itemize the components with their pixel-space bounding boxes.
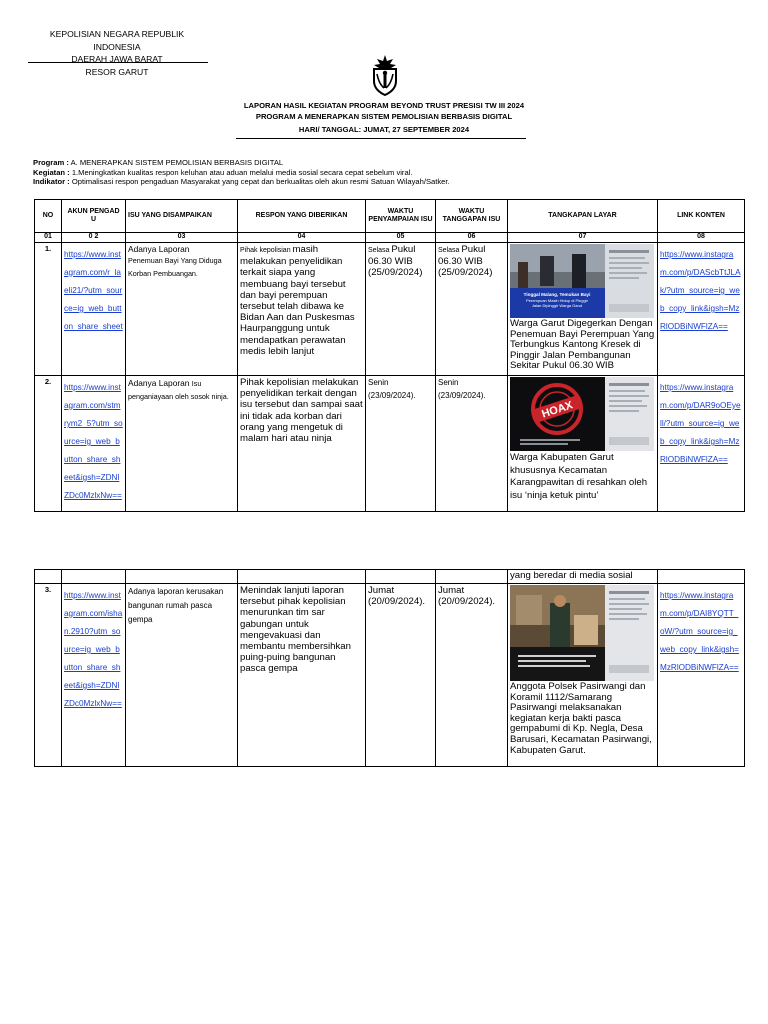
table-row-continuation (35, 570, 745, 584)
row-number: 1. (35, 243, 62, 376)
org-underline (28, 62, 208, 63)
org-line-3: RESOR GARUT (85, 66, 149, 77)
account-link[interactable]: https://www.instagram.com/stmrym2_5?utm_source=ig_web_button_share_sheet&igsh=ZDNlZDc0MzlxNw== (64, 383, 123, 500)
report-table (34, 199, 745, 512)
screenshot-caption: Warga Kabupaten Garut khususnya Kecamatan Karangpawitan di resahkan oleh isu ‘ninja ketuk pintu’ (510, 452, 648, 501)
table-row (35, 376, 745, 512)
time-responded: Senin (23/09/2024). (436, 376, 508, 512)
header-waktu-tanggapan: WAKTU TANGGAPAN ISU (436, 200, 508, 233)
content-link[interactable]: https://www.instagram.com/p/DAI8YQTT_oW/?utm_source=ig_web_copy_link&igsh=MzRlODBiNWFlZA== (660, 591, 739, 672)
response-cell: Menindak lanjuti laporan tersebut pihak kepolisian menurunkan tim sar gabungan untuk mengevakuasi dan membantu membersihkan puing-puing bangunan pasca gempa (238, 584, 366, 767)
table-row (35, 243, 745, 376)
org-line-2: DAERAH JAWA BARAT (71, 54, 163, 64)
content-link[interactable]: https://www.instagram.com/p/DAScbTtJLAk/?utm_source=ig_web_copy_link&igsh=MzRlODBiNWFlZA== (660, 250, 741, 331)
screenshot-cell (508, 243, 658, 376)
account-link[interactable]: https://www.instagram.com/r_laeli21/?utm_source=ig_web_button_share_sheet (64, 250, 123, 331)
header-link: LINK KONTEN (658, 200, 745, 233)
account-link[interactable]: https://www.instagram.com/ishan.2910?utm_source=ig_web_button_share_sheet&igsh=ZDNlZDc0MzlxNw== (64, 591, 123, 708)
column-number-row (35, 233, 745, 243)
police-emblem-icon (368, 54, 402, 96)
time-submitted: Jumat (20/09/2024). (366, 584, 436, 767)
time-submitted: Selasa Pukul 06.30 WIB (25/09/2024) (366, 243, 436, 376)
response-cell: Pihak kepolisian masih melakukan penyelidikan terkait siapa yang membuang bayi tersebut dan bayi perempuan tersebut telah dibawa ke Bidan Aan dan Puskesmas Haurpanggung untuk mendapatkan perawatan medis lebih lanjut (238, 243, 366, 376)
report-table-continued (34, 569, 745, 767)
report-date: HARI/ TANGGAL: JUMAT, 27 SEPTEMBER 2024 (298, 125, 470, 134)
screenshot-cell (508, 376, 658, 512)
colnum-8: 08 (658, 233, 745, 243)
issue-cell: Adanya laporan kerusakan bangunan rumah pasca gempa (126, 584, 238, 767)
org-line-1: KEPOLISIAN NEGARA REPUBLIK INDONESIA (49, 29, 185, 52)
content-link[interactable]: https://www.instagram.com/p/DAR9oOEyell/?utm_source=ig_web_copy_link&igsh=MzRlODBiNWFlZA== (660, 383, 741, 464)
header-waktu-penyampaian: WAKTU PENYAMPAIAN ISU (366, 200, 436, 233)
indikator-row: Indikator : Optimalisasi respon pengaduan Masyarakat yang cepat dan berkualitas oleh akun resmi Satuan Wilayah/Satker. (33, 177, 450, 187)
header-no: NO (35, 200, 62, 233)
row-number: 3. (35, 584, 62, 767)
screenshot-caption: Warga Garut Digegerkan Dengan Penemuan Bayi Perempuan Yang Terbungkus Kantong Kresek di Pinggir Jalan Pembangunan Sekitar Pukul 06.30 WIB (510, 318, 655, 372)
kegiatan-row: Kegiatan : 1.Meningkatkan kualitas respon keluhan atau aduan melalui media sosial secara cepat sebelum viral. (33, 167, 413, 177)
screenshot-cell (508, 584, 658, 767)
header-akun: AKUN PENGAD U (62, 200, 126, 233)
time-submitted: Senin (23/09/2024). (366, 376, 436, 512)
svg-text:Tinggal Malang, Temukan Bayi: Tinggal Malang, Temukan Bayi (523, 292, 591, 297)
table-header-row (35, 200, 745, 233)
svg-text:Perempuan Masih Hidup di Pingg: Perempuan Masih Hidup di Pinggir (526, 298, 588, 303)
table-row (35, 584, 745, 767)
screenshot-caption-continued: yang beredar di media sosial (508, 570, 658, 584)
colnum-5: 05 (366, 233, 436, 243)
colnum-6: 06 (436, 233, 508, 243)
time-responded: Jumat (20/09/2024). (436, 584, 508, 767)
row-number: 2. (35, 376, 62, 512)
colnum-1: 01 (35, 233, 62, 243)
screenshot-image (510, 377, 654, 451)
program-info (33, 158, 753, 187)
colnum-7: 07 (508, 233, 658, 243)
header-isu: ISU YANG DISAMPAIKAN (126, 200, 238, 233)
colnum-2: 0 2 (62, 233, 126, 243)
colnum-4: 04 (238, 233, 366, 243)
organization-header (28, 28, 206, 78)
screenshot-caption: Anggota Polsek Pasirwangi dan Koramil 1112/Samarang Pasirwangi melaksanakan kegiatan kerja bakti pasca gempabumi di Kp. Negla, Desa Barusari, Kecamatan Pasirwangi, Kabupaten Garut. (510, 681, 652, 756)
program-title: PROGRAM A MENERAPKAN SISTEM PEMOLISIAN BERBASIS DIGITAL (255, 112, 513, 121)
report-title: LAPORAN HASIL KEGIATAN PROGRAM BEYOND TRUST PRESISI TW III 2024 (243, 101, 525, 110)
time-responded: Selasa Pukul 06.30 WIB (25/09/2024) (436, 243, 508, 376)
response-cell: Pihak kepolisian melakukan penyelidikan terkait dengan isu tersebut dan sampai saat ini tidak ada korban dari orang yang mengetuk di malam hari atau ninja (238, 376, 366, 512)
svg-text:Jalan Dipinggir Warga Garut: Jalan Dipinggir Warga Garut (531, 303, 583, 308)
screenshot-image (510, 585, 654, 681)
title-underline (236, 138, 526, 139)
screenshot-image (510, 244, 654, 318)
issue-cell: Adanya Laporan Isu penganiayaan oleh sosok ninja. (126, 376, 238, 512)
issue-cell: Adanya Laporan Penemuan Bayi Yang Diduga Korban Pembuangan. (126, 243, 238, 376)
program-row: Program : A. MENERAPKAN SISTEM PEMOLISIAN BERBASIS DIGITAL (33, 158, 284, 167)
header-respon: RESPON YANG DIBERIKAN (238, 200, 366, 233)
hoax-stamp-text: HOAX (540, 399, 575, 421)
header-tangkapan-layar: TANGKAPAN LAYAR (508, 200, 658, 233)
colnum-3: 03 (126, 233, 238, 243)
